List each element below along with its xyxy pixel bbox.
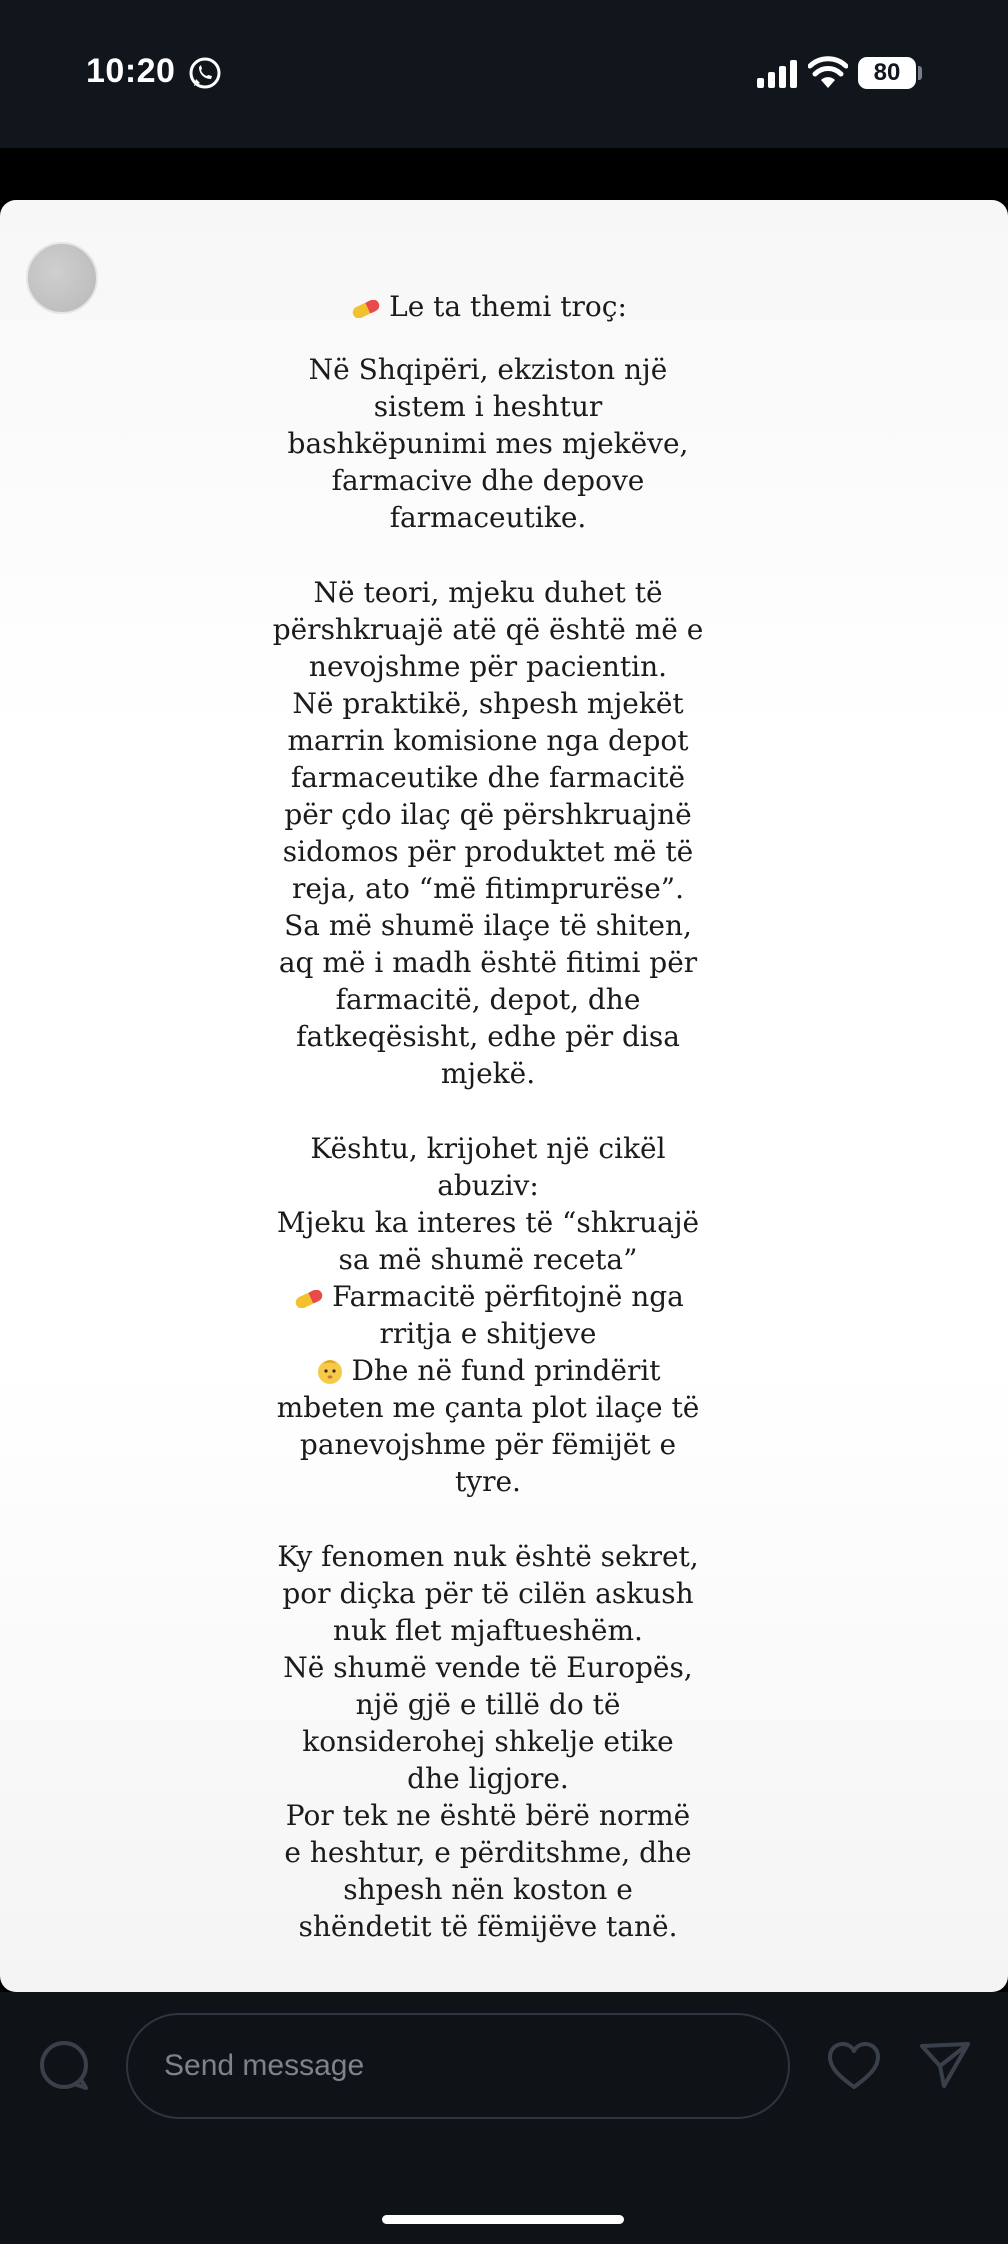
comment-bubble-icon[interactable] bbox=[36, 2038, 92, 2094]
story-heading-text: Le ta themi troç: bbox=[389, 290, 627, 323]
text-line: Në shumë vende të Europës, bbox=[283, 1651, 693, 1684]
text-line: Dhe në fund prindërit bbox=[351, 1354, 661, 1387]
text-line-with-pill bbox=[260, 1278, 716, 1315]
signal-icon bbox=[756, 58, 798, 90]
text-line: bashkëpunimi mes mjekëve, bbox=[287, 427, 689, 460]
text-line: Kështu, krijohet një cikël bbox=[310, 1132, 666, 1165]
text-line: sistem i heshtur bbox=[373, 390, 603, 423]
text-line: dhe ligjore. bbox=[407, 1762, 569, 1795]
text-line: farmacive dhe depove bbox=[331, 464, 645, 497]
text-line: Farmacitë përfitojnë nga bbox=[332, 1280, 684, 1313]
text-line: por diçka për të cilën askush bbox=[282, 1577, 694, 1610]
pill-icon bbox=[292, 1290, 326, 1308]
text-line-with-baby bbox=[260, 1352, 716, 1389]
story-heading bbox=[260, 288, 716, 325]
text-line: mjekë. bbox=[440, 1057, 536, 1090]
text-line: e heshtur, e përditshme, dhe bbox=[284, 1836, 692, 1869]
avatar[interactable] bbox=[26, 242, 98, 314]
text-line: konsiderohej shkelje etike bbox=[302, 1725, 674, 1758]
story-text bbox=[260, 288, 716, 1983]
text-line: rritja e shitjeve bbox=[379, 1317, 597, 1350]
story-card[interactable] bbox=[0, 200, 1008, 1992]
text-line: Në Shqipëri, ekziston një bbox=[308, 353, 668, 386]
text-line: abuziv: bbox=[437, 1169, 539, 1202]
text-line: Sa më shumë ilaçe të shiten, bbox=[284, 909, 692, 942]
baby-icon bbox=[315, 1356, 345, 1386]
text-line: aq më i madh është fitimi për bbox=[278, 946, 698, 979]
text-line: shëndetit të fëmijëve tanë. bbox=[298, 1910, 678, 1943]
battery-cap bbox=[918, 66, 922, 80]
text-line: marrin komisione nga depot bbox=[287, 724, 689, 757]
text-line: Mjeku ka interes të “shkruajë bbox=[276, 1206, 700, 1239]
text-line: përshkruajë atë që është më e bbox=[272, 613, 704, 646]
text-line: reja, ato “më fitimprurëse”. bbox=[291, 872, 685, 905]
text-line: për çdo ilaç që përshkruajnë bbox=[284, 798, 692, 831]
whatsapp-icon bbox=[187, 56, 223, 92]
home-indicator[interactable] bbox=[382, 2215, 624, 2224]
text-line: farmacitë, depot, dhe bbox=[335, 983, 641, 1016]
heart-icon[interactable] bbox=[826, 2040, 882, 2092]
text-line: Por tek ne është bërë normë bbox=[285, 1799, 691, 1832]
text-line: mbeten me çanta plot ilaçe të bbox=[276, 1391, 700, 1424]
text-line: Në praktikë, shpesh mjekët bbox=[292, 687, 684, 720]
send-message-input[interactable] bbox=[126, 2013, 790, 2119]
text-line: nevojshme për pacientin. bbox=[308, 650, 668, 683]
text-line: Në teori, mjeku duhet të bbox=[313, 576, 663, 609]
text-line: panevojshme për fëmijët e bbox=[299, 1428, 677, 1461]
paragraph-1 bbox=[260, 351, 716, 536]
text-line: sidomos për produktet më të bbox=[282, 835, 694, 868]
battery-indicator: 80 bbox=[858, 57, 916, 89]
text-line: një gjë e tillë do të bbox=[355, 1688, 621, 1721]
paragraph-4 bbox=[260, 1538, 716, 1945]
text-line: tyre. bbox=[455, 1465, 521, 1498]
text-line: Ky fenomen nuk është sekret, bbox=[277, 1540, 699, 1573]
text-line: farmaceutike. bbox=[389, 501, 587, 534]
pill-icon bbox=[349, 300, 383, 318]
text-line: fatkeqësisht, edhe për disa bbox=[296, 1020, 680, 1053]
paragraph-3 bbox=[260, 1130, 716, 1500]
send-icon[interactable] bbox=[918, 2038, 972, 2092]
text-line: nuk flet mjaftueshëm. bbox=[333, 1614, 643, 1647]
status-time: 10:20 bbox=[86, 52, 176, 90]
text-line: shpesh nën koston e bbox=[343, 1873, 633, 1906]
wifi-icon bbox=[808, 56, 848, 90]
text-line: sa më shumë receta” bbox=[338, 1243, 638, 1276]
paragraph-2 bbox=[260, 574, 716, 1092]
text-line: farmaceutike dhe farmacitë bbox=[290, 761, 686, 794]
